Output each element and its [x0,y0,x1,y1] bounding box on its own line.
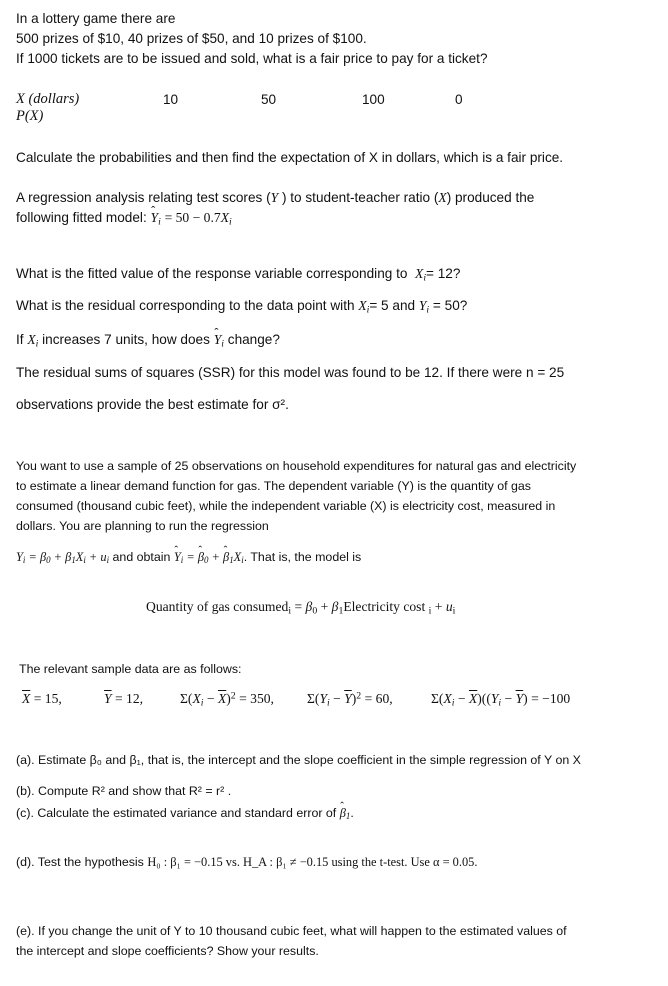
table-value: 0 [455,92,463,107]
gas-paragraph-line: consumed (thousand cubic feet), while the independent variable (X) is electricity cost, measured in [16,499,556,513]
table-value: 10 [163,92,179,107]
table-value: 100 [362,92,385,107]
question-b: (b). Compute R² and show that R² = r² . [16,784,232,798]
question-e-line-2: the intercept and slope coefficients? Show your results. [16,944,319,958]
regression-intro: A regression analysis relating test scores (Y ) to student-teacher ratio (X) produced the [16,190,535,205]
question-residual: What is the residual corresponding to the data point with $X_i= 5$ and $Y_i = 50$? [16,298,468,316]
lottery-instruction: Calculate the probabilities and then find the expectation of X in dollars, which is a fair price. [16,150,564,165]
question-e-line-1: (e). If you change the unit of Y to 10 thousand cubic feet, what will happen to the estimated values of [16,924,567,938]
table-x-label: X (dollars) [16,91,80,107]
question-c: (c). Calculate the estimated variance and standard error of ˆ $\beta_1$. [16,805,354,822]
stat-syy: $\Sigma(Y_i - \overline{Y})^2 = 60$, [307,690,393,709]
question-sigma: observations provide the best estimate for σ². [16,397,289,412]
lottery-line-1: In a lottery game there are [16,11,176,26]
question-d: (d). Test the hypothesis H₀ : β₁ = −0.15 vs. H_A : β₁ ≠ −0.15 using the t-test. Use α = 0.05. [16,855,478,869]
gas-paragraph-line: You want to use a sample of 25 observations on household expenditures for natural gas and electricity [16,459,577,473]
regression-specification: $Y_i = \beta_0 + \beta_1X_i + u_i$ and obtain ˆ $Y_i$ = ˆ $\beta_0$ + ˆ $\beta_1X_i$. That is, the model is [16,549,361,566]
fitted-model: following fitted model: ˆ $Y_i = 50 - 0.7X_i$ [16,209,232,227]
stat-xbar: $\overline{X} = 15$, [22,691,62,706]
stat-sxy: $\Sigma(X_i - \overline{X})((Y_i - \overline{Y}) = -100$ [431,691,571,709]
lottery-line-2: 500 prizes of $10, 40 prizes of $50, and 10 prizes of $100. [16,31,367,46]
question-ssr: The residual sums of squares (SSR) for this model was found to be 12. If there were n = 25 [16,365,565,380]
gas-paragraph-line: to estimate a linear demand function for gas. The dependent variable (Y) is the quantity of gas [16,479,531,493]
gas-paragraph-line: dollars. You are planning to run the regression [16,519,269,533]
table-p-label: P(X) [16,108,44,124]
question-change: If $X_i$ increases 7 units, how does ˆ $Y_i$ change? [16,331,280,349]
lottery-line-3: If 1000 tickets are to be issued and sold, what is a fair price to pay for a ticket? [16,51,488,66]
question-a: (a). Estimate β₀ and β₁, that is, the intercept and the slope coefficient in the simple regression of Y on X [16,753,581,767]
relevant-data-label: The relevant sample data are as follows: [19,662,242,676]
stat-sxx: $\Sigma(X_i - \overline{X})^2 = 350$, [180,690,274,709]
stat-ybar: $\overline{Y} = 12$, [104,691,144,706]
question-fitted-value: What is the fitted value of the response variable corresponding to $X_i= 12$? [16,266,461,284]
table-value: 50 [261,92,277,107]
gas-demand-model: Quantity of gas consumed$_i$ = $\beta_0$ + $\beta_1Electricity$ cost $_i + u_i$ [146,599,456,617]
